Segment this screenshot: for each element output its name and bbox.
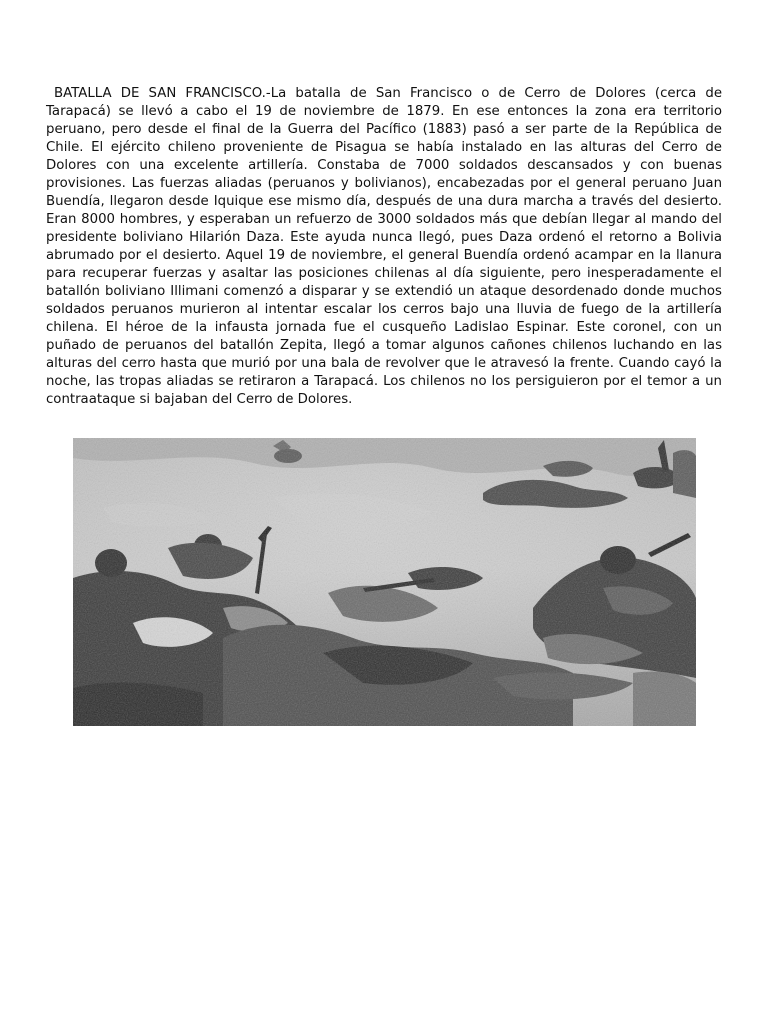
body-paragraph: BATALLA DE SAN FRANCISCO.-La batalla de San Francisco o de Cerro de Dolores (cerca de Tarapacá) se llevó a cabo el 19 de noviembre de 1879. En ese entonces la zona era territorio peruano, pero desde el final de la Guerra del Pacífico (1883) pasó a ser parte de la República de Chile. El ejército chileno proveniente de Pisagua se había instalado en las alturas del Cerro de Dolores con una excelente artillería. Constaba de 7000 soldados descansados y con buenas provisiones. Las fuerzas aliadas (peruanos y bolivianos), encabezadas por el general peruano Juan Buendía, llegaron desde Iquique ese mismo día, después de una dura marcha a través del desierto. Eran 8000 hombres, y esperaban un refuerzo de 3000 soldados más que debían llegar al mando del presidente boliviano Hilarión Daza. Este ayuda nunca llegó, pues Daza ordenó el retorno a Bolivia abrumado por el desierto. Aquel 19 de noviembre, el general Buendía ordenó acampar en la llanura para recuperar fuerzas y asaltar las posiciones chilenas al día siguiente, pero inesperadamente el batallón boliviano Illimani comenzó a disparar y se extendió un ataque desordenado donde muchos soldados peruanos murieron al intentar escalar los cerros bajo una lluvia de fuego de la artillería chilena. El héroe de la infausta jornada fue el cusqueño Ladislao Espinar. Este coronel, con un puñado de peruanos del batallón Zepita, llegó a tomar algunos cañones chilenos luchando en las alturas del cerro hasta que murió por una bala de revolver que le atravesó la frente. Cuando cayó la noche, las tropas aliadas se retiraron a Tarapacá. Los chilenos no los persiguieron por el temor a un contraataque si bajaban del Cerro de Dolores. <box>46 86 722 407</box>
photo-image <box>73 438 696 726</box>
battle-photograph <box>73 438 696 726</box>
